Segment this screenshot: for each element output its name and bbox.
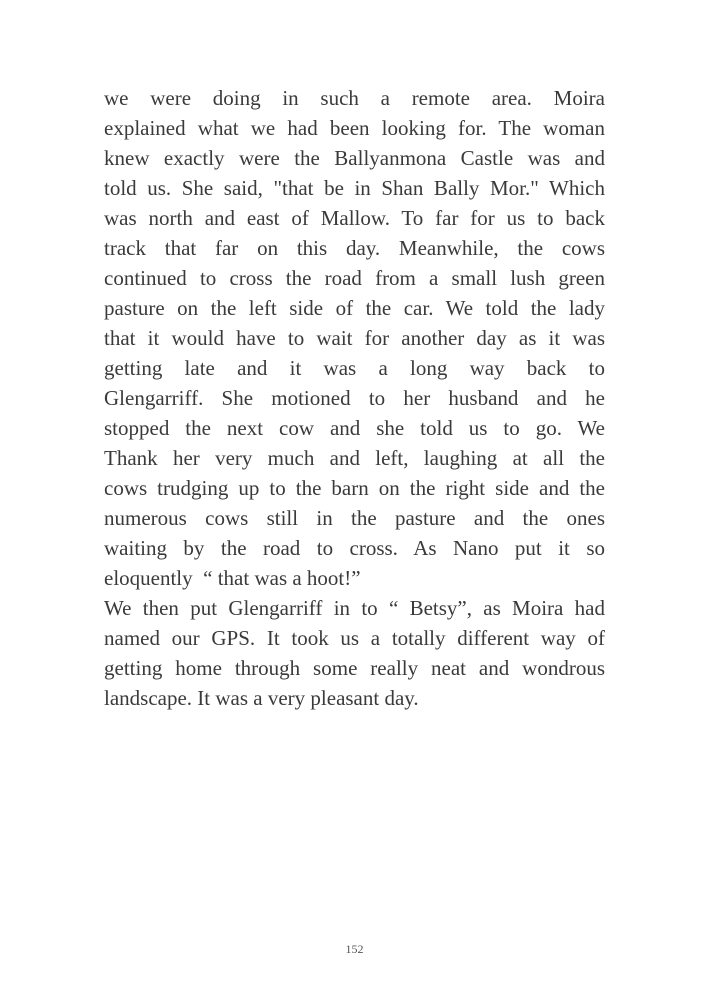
text-line: that it would have to wait for another day as it was <box>104 326 605 350</box>
text-line: waiting by the road to cross. As Nano put it so <box>104 536 605 560</box>
text-line: landscape. It was a very pleasant day. <box>104 686 419 710</box>
text-line: We then put Glengarriff in to “ Betsy”, as Moira had <box>104 596 605 620</box>
body-text <box>104 83 605 713</box>
text-line: Glengarriff. She motioned to her husband and he <box>104 386 605 410</box>
text-line: was north and east of Mallow. To far for us to back <box>104 206 605 230</box>
text-line: eloquently “ that was a hoot!” <box>104 566 361 590</box>
paragraph-1 <box>104 83 605 593</box>
text-line: track that far on this day. Meanwhile, the cows <box>104 236 605 260</box>
text-line: named our GPS. It took us a totally different way of <box>104 626 605 650</box>
text-line: numerous cows still in the pasture and the ones <box>104 506 605 530</box>
text-line: getting home through some really neat and wondrous <box>104 656 605 680</box>
text-line: getting late and it was a long way back to <box>104 356 605 380</box>
page-number: 152 <box>345 942 364 956</box>
text-line: cows trudging up to the barn on the right side and the <box>104 476 605 500</box>
text-line: we were doing in such a remote area. Moira <box>104 86 605 110</box>
paragraph-2 <box>104 593 605 713</box>
text-line: knew exactly were the Ballyanmona Castle was and <box>104 146 605 170</box>
text-line: stopped the next cow and she told us to go. We <box>104 416 605 440</box>
text-line: pasture on the left side of the car. We told the lady <box>104 296 605 320</box>
text-line: told us. She said, "that be in Shan Bally Mor." Which <box>104 176 605 200</box>
text-line: explained what we had been looking for. The woman <box>104 116 605 140</box>
text-line: Thank her very much and left, laughing at all the <box>104 446 605 470</box>
text-line: continued to cross the road from a small lush green <box>104 266 605 290</box>
